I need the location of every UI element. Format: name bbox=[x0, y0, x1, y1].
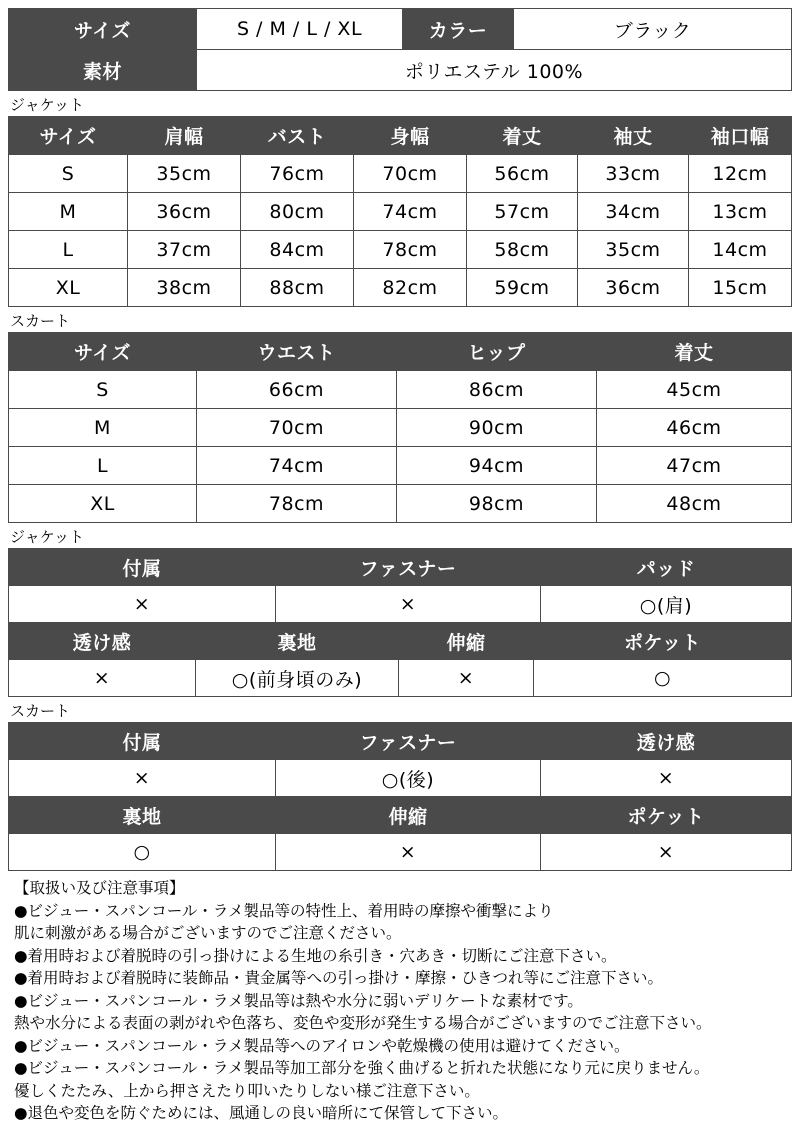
col-header-width: 身幅 bbox=[354, 117, 467, 155]
table-header-row bbox=[9, 723, 792, 760]
feat-value-zipper: ○(後) bbox=[276, 760, 541, 797]
feat-header-stretch: 伸縮 bbox=[276, 797, 541, 834]
col-header-shoulder: 肩幅 bbox=[128, 117, 241, 155]
feat-value-accessory: × bbox=[9, 760, 276, 797]
cell-sleeve: 36cm bbox=[578, 269, 689, 307]
notes-line: ●着用時および着脱時の引っ掛けによる生地の糸引き・穴あき・切断にご注意下さい。 bbox=[14, 946, 617, 965]
notes-line: ●ビジュー・スパンコール・ラメ製品等は熱や水分に弱いデリケートな素材です。 bbox=[14, 991, 583, 1010]
cell-shoulder: 38cm bbox=[128, 269, 241, 307]
feat-value-pocket: × bbox=[541, 834, 792, 871]
col-header-length: 着丈 bbox=[597, 333, 792, 371]
table-row bbox=[9, 9, 792, 50]
cell-width: 70cm bbox=[354, 155, 467, 193]
cell-bust: 76cm bbox=[241, 155, 354, 193]
jacket-features-table-2 bbox=[8, 622, 792, 697]
table-header-row bbox=[9, 333, 792, 371]
cell-sleeve: 33cm bbox=[578, 155, 689, 193]
cell-bust: 80cm bbox=[241, 193, 354, 231]
table-row bbox=[9, 409, 792, 447]
cell-cuff: 13cm bbox=[689, 193, 792, 231]
feat-header-accessory: 付属 bbox=[9, 549, 276, 586]
cell-hip: 90cm bbox=[397, 409, 597, 447]
notes-line: ●着用時および着脱時に装飾品・貴金属等への引っ掛け・摩擦・ひきつれ等にご注意下さい。 bbox=[14, 969, 664, 987]
skirt-features-table bbox=[8, 722, 792, 797]
col-header-hip: ヒップ bbox=[397, 333, 597, 371]
table-row bbox=[9, 586, 792, 623]
feat-header-lining: 裏地 bbox=[196, 623, 399, 660]
cell-length: 48cm bbox=[597, 485, 792, 523]
skirt-size-table bbox=[8, 332, 792, 523]
feat-header-lining: 裏地 bbox=[9, 797, 276, 834]
cell-waist: 74cm bbox=[197, 447, 397, 485]
cell-width: 78cm bbox=[354, 231, 467, 269]
cell-hip: 86cm bbox=[397, 371, 597, 409]
feat-header-zipper: ファスナー bbox=[276, 549, 541, 586]
table-row bbox=[9, 193, 792, 231]
skirt-features-table-2 bbox=[8, 796, 792, 871]
col-header-size: サイズ bbox=[9, 117, 128, 155]
cell-width: 82cm bbox=[354, 269, 467, 307]
notes-line: 熱や水分による表面の剥がれや色落ち、変色や変形が発生する場合がございますのでご注意下さい。 bbox=[14, 1014, 712, 1032]
table-row bbox=[9, 834, 792, 871]
cell-size: XL bbox=[9, 269, 128, 307]
jacket-size-table bbox=[8, 116, 792, 307]
table-header-row bbox=[9, 623, 792, 660]
table-header-row bbox=[9, 117, 792, 155]
care-notes bbox=[8, 877, 792, 1125]
feat-value-sheer: × bbox=[541, 760, 792, 797]
cell-size: M bbox=[9, 409, 197, 447]
spec-label-material: 素材 bbox=[9, 50, 197, 91]
spec-label-size: サイズ bbox=[9, 9, 197, 50]
spec-label-color: カラー bbox=[403, 9, 514, 50]
section-label-skirt-size: スカート bbox=[10, 312, 71, 330]
feat-header-pocket: ポケット bbox=[541, 797, 792, 834]
feat-value-zipper: × bbox=[276, 586, 541, 623]
notes-line: 肌に刺激がある場合がございますのでご注意ください。 bbox=[14, 924, 402, 942]
notes-line: ●ビジュー・スパンコール・ラメ製品等の特性上、着用時の摩擦や衝撃により bbox=[14, 901, 554, 920]
spec-value-size: S / M / L / XL bbox=[197, 9, 403, 50]
feat-value-sheer: × bbox=[9, 660, 196, 697]
notes-line: ●退色や変色を防ぐためには、風通しの良い暗所にて保管して下さい。 bbox=[14, 1104, 509, 1122]
cell-length: 47cm bbox=[597, 447, 792, 485]
cell-length: 46cm bbox=[597, 409, 792, 447]
cell-sleeve: 35cm bbox=[578, 231, 689, 269]
cell-length: 59cm bbox=[467, 269, 578, 307]
section-label-skirt-features: スカート bbox=[10, 702, 71, 720]
table-row bbox=[9, 269, 792, 307]
cell-size: S bbox=[9, 155, 128, 193]
col-header-sleeve: 袖丈 bbox=[578, 117, 689, 155]
cell-waist: 70cm bbox=[197, 409, 397, 447]
cell-size: XL bbox=[9, 485, 197, 523]
cell-length: 56cm bbox=[467, 155, 578, 193]
section-label-jacket-size: ジャケット bbox=[10, 96, 84, 114]
notes-line: ●ビジュー・スパンコール・ラメ製品等へのアイロンや乾燥機の使用は避けてください。 bbox=[14, 1036, 630, 1055]
notes-line: ●ビジュー・スパンコール・ラメ製品等加工部分を強く曲げると折れた状態になり元に戻りません。 bbox=[14, 1059, 710, 1077]
table-row bbox=[9, 50, 792, 91]
cell-bust: 84cm bbox=[241, 231, 354, 269]
table-header-row bbox=[9, 549, 792, 586]
feat-value-stretch: × bbox=[399, 660, 534, 697]
col-header-waist: ウエスト bbox=[197, 333, 397, 371]
spec-value-material: ポリエステル 100% bbox=[197, 50, 792, 91]
jacket-features-table bbox=[8, 548, 792, 623]
cell-cuff: 12cm bbox=[689, 155, 792, 193]
cell-waist: 78cm bbox=[197, 485, 397, 523]
cell-hip: 98cm bbox=[397, 485, 597, 523]
col-header-size: サイズ bbox=[9, 333, 197, 371]
cell-hip: 94cm bbox=[397, 447, 597, 485]
feat-value-pocket: ○ bbox=[534, 660, 792, 697]
basic-spec-table bbox=[8, 8, 792, 91]
feat-header-zipper: ファスナー bbox=[276, 723, 541, 760]
feat-header-stretch: 伸縮 bbox=[399, 623, 534, 660]
cell-sleeve: 34cm bbox=[578, 193, 689, 231]
table-row bbox=[9, 155, 792, 193]
cell-shoulder: 37cm bbox=[128, 231, 241, 269]
table-row bbox=[9, 447, 792, 485]
feat-value-accessory: × bbox=[9, 586, 276, 623]
col-header-bust: バスト bbox=[241, 117, 354, 155]
notes-title: 【取扱い及び注意事項】 bbox=[14, 879, 185, 897]
table-header-row bbox=[9, 797, 792, 834]
cell-cuff: 14cm bbox=[689, 231, 792, 269]
feat-header-sheer: 透け感 bbox=[541, 723, 792, 760]
cell-cuff: 15cm bbox=[689, 269, 792, 307]
cell-size: M bbox=[9, 193, 128, 231]
cell-length: 58cm bbox=[467, 231, 578, 269]
cell-length: 45cm bbox=[597, 371, 792, 409]
cell-shoulder: 35cm bbox=[128, 155, 241, 193]
feat-header-sheer: 透け感 bbox=[9, 623, 196, 660]
notes-line: 優しくたたみ、上から押さえたり叩いたりしない様ご注意下さい。 bbox=[14, 1081, 480, 1100]
table-row bbox=[9, 485, 792, 523]
table-row bbox=[9, 660, 792, 697]
section-label-jacket-features: ジャケット bbox=[10, 528, 84, 546]
feat-header-pad: パッド bbox=[541, 549, 792, 586]
cell-width: 74cm bbox=[354, 193, 467, 231]
cell-bust: 88cm bbox=[241, 269, 354, 307]
feat-value-lining: ○(前身頃のみ) bbox=[196, 660, 399, 697]
cell-size: L bbox=[9, 447, 197, 485]
feat-value-lining: ○ bbox=[9, 834, 276, 871]
col-header-cuff: 袖口幅 bbox=[689, 117, 792, 155]
cell-size: S bbox=[9, 371, 197, 409]
cell-length: 57cm bbox=[467, 193, 578, 231]
feat-value-pad: ○(肩) bbox=[541, 586, 792, 623]
cell-waist: 66cm bbox=[197, 371, 397, 409]
spec-value-color: ブラック bbox=[514, 9, 792, 50]
cell-shoulder: 36cm bbox=[128, 193, 241, 231]
table-row bbox=[9, 231, 792, 269]
table-row bbox=[9, 760, 792, 797]
feat-header-pocket: ポケット bbox=[534, 623, 792, 660]
col-header-length: 着丈 bbox=[467, 117, 578, 155]
feat-header-accessory: 付属 bbox=[9, 723, 276, 760]
cell-size: L bbox=[9, 231, 128, 269]
table-row bbox=[9, 371, 792, 409]
feat-value-stretch: × bbox=[276, 834, 541, 871]
